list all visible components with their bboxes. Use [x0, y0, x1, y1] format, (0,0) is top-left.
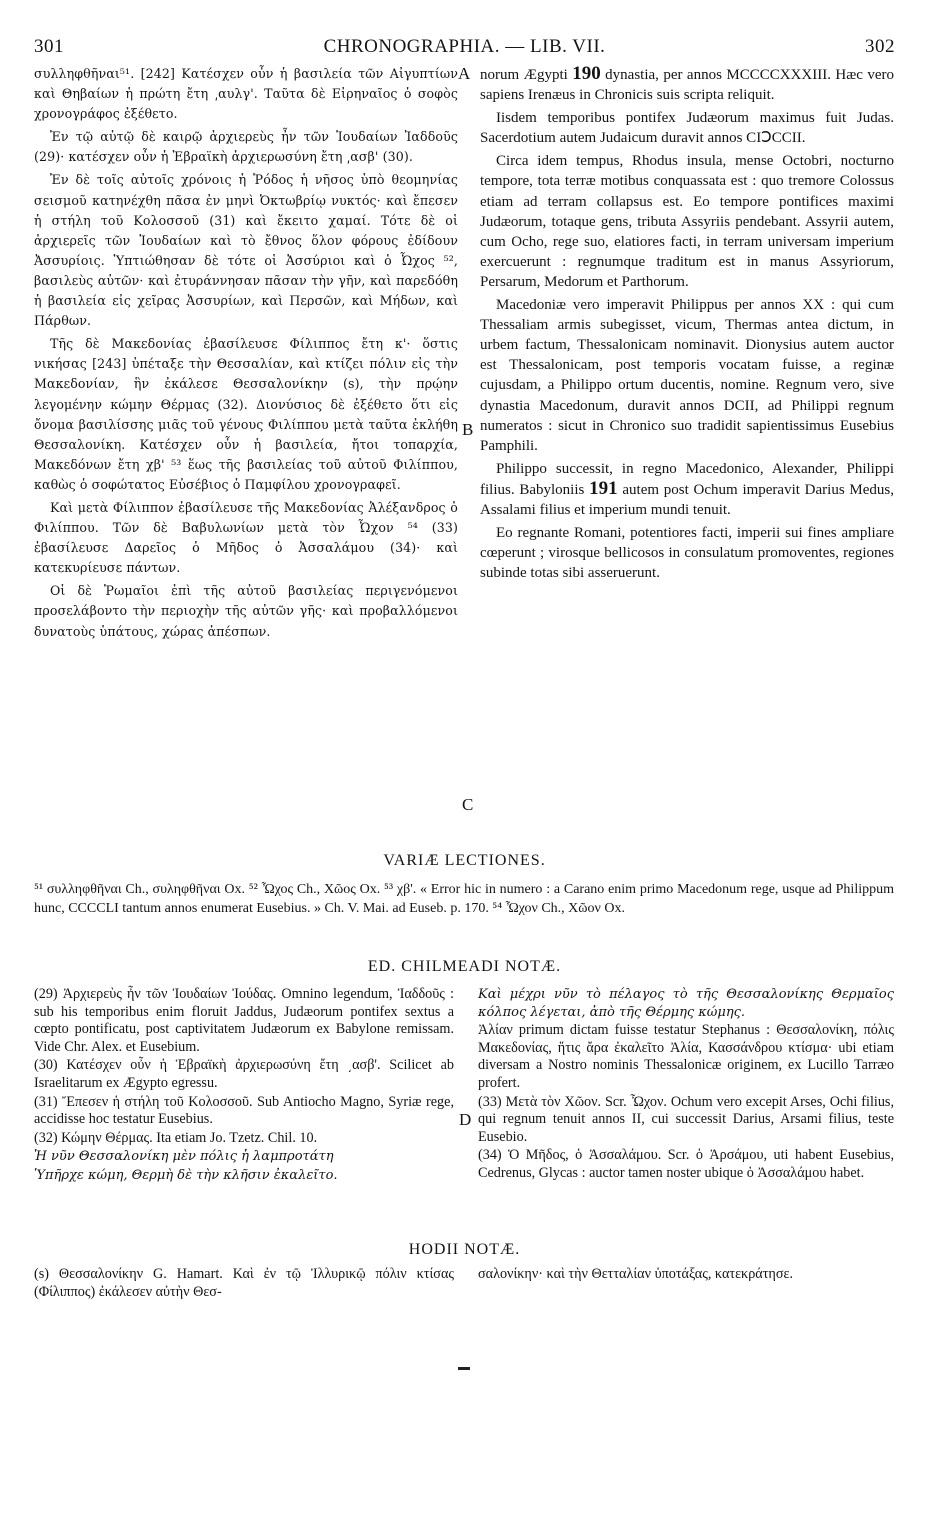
column-marker-c: C [462, 795, 474, 814]
tzetzes-verse: Ὑπῆρχε κώμη, Θερμὴ δὲ τὴν κλῆσιν ἐκαλεῖτο. [34, 1167, 338, 1183]
running-title: CHRONOGRAPHIA. — LIB. VII. [323, 36, 606, 57]
variae-lectiones-text: ⁵¹ συλληφθῆναι Ch., συληφθῆναι Ox. ⁵² Ὦχος Ch., Χῶος Ox. ⁵³ χβ'. « Error hic in numero : a Carano enim primo Macedonum rege, usque ad Philippum hunc, CCCCLI tantum annos enumerat Eusebius. » Ch. V. Mai. ad Euseb. p. 170. ⁵⁴ Ὦχον Ch., Χῶον Ox. [34, 882, 894, 916]
latin-paragraph: Eo regnante Romani, potentiores facti, imperii sui fines ampliare cœperunt ; virosque bellicosos in consulatum promoventes, regiones subinde totas sibi asseruerunt. [480, 525, 894, 582]
note-paragraph: (33) Μετὰ τὸν Χῶον. Scr. Ὦχον. Ochum vero excepit Arses, Ochi filius, qui regnum tenuit annos II, cui successit Darius, Arsami filius, teste Eusebio. [478, 1093, 894, 1145]
chilmead-notes-title: ED. CHILMEADI NOTÆ. [367, 958, 562, 975]
end-rule [458, 1367, 470, 1370]
latin-paragraph: Iisdem temporibus pontifex Judæorum maximus fuit Judas. Sacerdotium autem Judaicum duravit annos CIↃCCII. [480, 110, 894, 147]
hodii-notes-left [34, 1266, 454, 1302]
hodii-notes-title: HODII NOTÆ. [408, 1241, 521, 1258]
latin-paragraph: norum Ægypti 190 dynastia, per annos MCCCCXXXIII. Hæc vero sapiens Irenæus in Chronicis suis scripta reliquit. [480, 63, 894, 104]
latin-paragraph: Philippo successit, in regno Macedonico, Alexander, Philippi filius. Babyloniis 191 autem post Ochum imperavit Darius Medus, Assalami filius et imperium mundi tenuit. [480, 460, 894, 518]
note-paragraph: σαλονίκην· καὶ τὴν Θετταλίαν ὑποτάξας, κατεκράτησε. [478, 1266, 793, 1282]
greek-paragraph: Οἱ δὲ Ῥωμαῖοι ἐπὶ τῆς αὐτοῦ βασιλείας περιγενόμενοι προσελάβοντο τὴν περιοχὴν τῆς αὐτῶν γῆς· καὶ προβαλλόμενοι δυνατοὺς ὑπάτους, χώρας ἀπέσπων. [34, 583, 458, 639]
variae-lectiones-title: VARIÆ LECTIONES. [383, 852, 546, 869]
greek-text-column [34, 64, 458, 645]
edition-page-number: 190 [572, 63, 601, 84]
note-paragraph: Ἀλίαν primum dictam fuisse testatur Stephanus : Θεσσαλονίκη, πόλις Μακεδονίας, ἥτις ἄρα ἐκαλεῖτο Ἀλία, Κασσάνδρου κτίσμα· ubi etiam diversam a Nostro nominis Thessalonicæ originem, ex Lucillo Tarræo profert. [478, 1022, 894, 1091]
column-marker-d: D [459, 1110, 472, 1129]
note-paragraph: (34) Ὁ Μῆδος, ὁ Ἀσσαλάμου. Scr. ὁ Ἀρσάμου, uti habent Eusebius, Cedrenus, Glycas : auctor tamen noster ubique ὁ Ἀσσαλάμου habet. [478, 1147, 894, 1181]
left-page-number: 301 [34, 36, 64, 57]
note-paragraph: (32) Κώμην Θέρμας. Ita etiam Jo. Tzetz. Chil. 10. [34, 1129, 318, 1146]
column-marker-a: A [458, 64, 471, 83]
tzetzes-verse: Ἡ νῦν Θεσσαλονίκη μὲν πόλις ἡ λαμπροτάτη [34, 1149, 334, 1165]
greek-paragraph: Καὶ μετὰ Φίλιππον ἐβασίλευσε τῆς Μακεδονίας Ἀλέξανδρος ὁ Φιλίππου. Τῶν δὲ Βαβυλωνίων μετὰ τὸν Ὦχον ⁵⁴ (33) ἐβασίλευσε Δαρεῖος ὁ Μῆδος ὁ Ἀσσαλάμου (34)· καὶ κατεκυρίευσε πάντων. [34, 499, 458, 576]
latin-paragraph: Macedoniæ vero imperavit Philippus per annos XX : qui cum Thessaliam armis subegisset, vicum, Thermas antea dictum, in urbem factum, Thessalonicam nominavit. Dionysius autem auctor est Thessalonicam, post temporis vocatam fuisse, a reginæ cujusdam, a Philippo ortum ducentis, nomine. Regnum vero, sive dynastia Macedonum, duravit annos DCII, ad Philippi regnum numeratos : sicut in Chronico suo tradidit sapientissimus Eusebius Pamphili. [480, 297, 894, 454]
latin-text-column [480, 64, 894, 586]
chilmead-notes-left [34, 986, 454, 1186]
edition-page-number: 191 [589, 477, 618, 499]
note-paragraph: (31) Ἔπεσεν ἡ στήλη τοῦ Κολοσσοῦ. Sub Antiocho Magno, Syriæ rege, accidisse hoc testatur Eusebius. [34, 1093, 454, 1128]
latin-paragraph: Circa idem tempus, Rhodus insula, mense Octobri, nocturno tempore, tota terræ motibus conquassata est : quo tremore Colossus etiam ad terram collapsus est. Eo tempore pontifices maximi Judæorum, totaque gens, tributa Assyriis pendebant. Assyrii autem, cum Ocho, rege suo, elatiores facti, in terram universam imperium exercuerunt : regnumque traditum est in manus Assyriorum, Persarum, Medorum et Parthorum. [480, 153, 894, 290]
column-marker-b: B [462, 420, 474, 439]
note-paragraph: (s) Θεσσαλονίκην G. Hamart. Καὶ ἐν τῷ Ἰλλυρικῷ πόλιν κτίσας (Φίλιππος) ἐκάλεσεν αὐτὴν Θεσ- [34, 1266, 454, 1300]
note-italic: Καὶ μέχρι νῦν τὸ πέλαγος τὸ τῆς Θεσσαλονίκης Θερμαῖος κόλπος λέγεται, ἀπὸ τῆς Θέρμης κώμης. [478, 987, 894, 1020]
right-page-number: 302 [865, 36, 895, 57]
note-paragraph: (30) Κατέσχεν οὖν ἡ Ἑβραϊκὴ ἀρχιερωσύνη ἔτη ͵ασβ'. Scilicet ab Israelitarum ex Ægypto egressu. [34, 1057, 454, 1091]
chilmead-notes-right [478, 986, 894, 1184]
hodii-notes-right [478, 1266, 894, 1285]
running-header [34, 36, 895, 60]
note-paragraph: (29) Ἀρχιερεὺς ἦν τῶν Ἰουδαίων Ἰούδας. Omnino legendum, Ἰαδδοῦς : sub his temporibus enim floruit Jaddus, Judæorum pontifex sextus a cœpto pontificatu, post captivitatem Judæorum ex Babylone remissam. Vide Chr. Alex. et Eusebium. [34, 986, 454, 1055]
greek-paragraph: συλληφθῆναι⁵¹. [242] Κατέσχεν οὖν ἡ βασιλεία τῶν Αἰγυπτίων καὶ Θηβαίων ἡ πρώτη ἔτη ͵αυλγ'. Ταῦτα δὲ Εἰρηναῖος ὁ σοφὸς χρονογράφος ἐξέθετο. [34, 66, 458, 122]
greek-paragraph: Τῆς δὲ Μακεδονίας ἐβασίλευσε Φίλιππος ἔτη κ'· ὅστις νικήσας [243] ὑπέταξε τὴν Θεσσαλίαν, καὶ κτίζει πόλιν εἰς τὴν Μακεδονίαν, ἣν ἐκάλεσε Θεσσαλονίκην (s), τὴν πρῴην λεγομένην κώμην Θέρμας (32). Διονύσιος δὲ ἐξέθετο ὅτι εἰς ὄνομα βασιλίσσης μιᾶς τοῦ γένους Φιλίππου μετὰ ταῦτα ἐκλήθη Θεσσαλονίκη. Κατέσχεν οὖν ἡ βασιλεία, ἤτοι τοπαρχία, Μακεδόνων ἔτη χβ' ⁵³ ἕως τῆς βασιλείας τοῦ αὐτοῦ Φιλίππου, καθὼς ὁ σοφώτατος Εὐσέβιος ὁ Παμφίλου χρονογραφεῖ. [34, 336, 458, 492]
greek-paragraph: Ἐν δὲ τοῖς αὐτοῖς χρόνοις ἡ Ῥόδος ἡ νῆσος ὑπὸ θεομηνίας σεισμοῦ κατηνέχθη πᾶσα ἐν μηνὶ Ὀκτωβρίῳ νυκτός· καὶ ἔπεσεν ἡ στήλη τοῦ Κολοσσοῦ (31) καὶ ἔκειτο χαμαί. Τότε δὲ οἱ ἀρχιερεῖς τῶν Ἰουδαίων καὶ τὸ ἔθνος ὅλον φόρους ἐδίδουν Ἀσσυρίοις. Ὑπτιώθησαν δὲ τότε οἱ Ἀσσύριοι καὶ ὁ Ὦχος ⁵², βασιλεὺς αὐτῶν· καὶ ἐτυράννησαν πᾶσαν τὴν γῆν, καὶ παρεδόθη ἡ βασιλεία εἰς χεῖρας Ἀσσυρίων, καὶ Περσῶν, καὶ Μήδων, καὶ Πάρθων. [34, 172, 458, 329]
greek-paragraph: Ἐν τῷ αὐτῷ δὲ καιρῷ ἀρχιερεὺς ἦν τῶν Ἰουδαίων Ἰαδδοῦς (29)· κατέσχεν οὖν ἡ Ἑβραϊκὴ ἀρχιερωσύνη ἔτη ͵ασβ' (30). [34, 129, 458, 165]
